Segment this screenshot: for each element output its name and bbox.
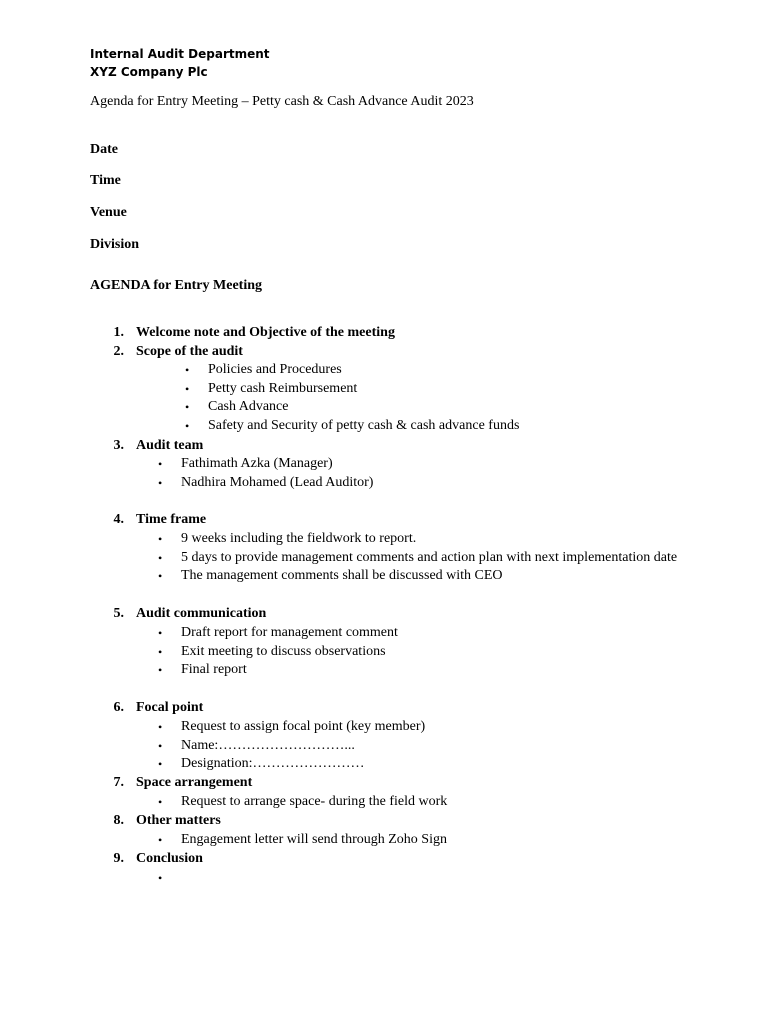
agenda-subitem: Policies and Procedures	[208, 362, 342, 377]
agenda-item-number: 3.	[113, 438, 124, 453]
agenda-subitem: Final report	[181, 662, 247, 678]
agenda-item-number: 8.	[113, 813, 124, 828]
bullet-icon: •	[185, 363, 190, 377]
agenda-item-title: Audit communication	[136, 606, 267, 621]
bullet-icon: •	[158, 644, 163, 659]
agenda-item-number: 6.	[113, 700, 124, 715]
field-time-label: Time	[90, 173, 121, 188]
agenda-item-number: 5.	[113, 606, 124, 621]
company-name: XYZ Company Plc	[90, 65, 208, 79]
bullet-icon: •	[158, 550, 163, 565]
agenda-heading: AGENDA for Entry Meeting	[90, 278, 262, 293]
bullet-icon: •	[158, 569, 163, 584]
document-title: Agenda for Entry Meeting – Petty cash & Cash Advance Audit 2023	[90, 94, 474, 109]
field-venue-label: Venue	[90, 205, 127, 220]
agenda-subitem: Nadhira Mohamed (Lead Auditor)	[181, 474, 374, 490]
bullet-icon: •	[158, 738, 163, 753]
agenda-item-number: 2.	[113, 344, 124, 359]
agenda-subitem: Fathimath Azka (Manager)	[181, 456, 333, 471]
agenda-subitem: Draft report for management comment	[181, 625, 398, 640]
bullet-icon: •	[158, 475, 163, 490]
agenda-item-title: Other matters	[136, 813, 221, 828]
agenda-subitem: Cash Advance	[208, 399, 289, 415]
agenda-item-number: 7.	[113, 775, 124, 790]
agenda-subitem: Name:………………………...	[181, 737, 355, 753]
bullet-icon: •	[185, 381, 190, 396]
bullet-icon: •	[158, 626, 163, 640]
agenda-item-title: Conclusion	[136, 851, 203, 866]
agenda-subitem: Request to assign focal point (key member)	[181, 719, 426, 734]
agenda-item-number: 4.	[113, 512, 124, 527]
agenda-subitem: Safety and Security of petty cash & cash advance funds	[208, 418, 520, 434]
agenda-item-number: 9.	[113, 851, 124, 866]
agenda-item-title: Focal point	[136, 700, 204, 715]
bullet-icon: •	[158, 663, 163, 678]
bullet-icon: •	[158, 532, 163, 546]
agenda-subitem: 9 weeks including the fieldwork to report.	[181, 531, 417, 546]
field-division-label: Division	[90, 237, 140, 252]
bullet-icon: •	[158, 757, 163, 772]
bullet-icon: •	[158, 871, 163, 885]
agenda-item-title: Welcome note and Objective of the meeting	[136, 325, 395, 340]
bullet-icon: •	[158, 795, 163, 809]
bullet-icon: •	[158, 457, 163, 471]
agenda-item-number: 1.	[113, 325, 124, 340]
agenda-subitem: Designation:……………………	[181, 756, 365, 772]
department-name: Internal Audit Department	[90, 47, 270, 61]
agenda-item-title: Time frame	[136, 512, 207, 527]
bullet-icon: •	[158, 720, 163, 734]
agenda-subitem: 5 days to provide management comments and action plan with next implementation date	[181, 549, 678, 565]
agenda-item-title: Audit team	[136, 438, 204, 453]
agenda-subitem: Request to arrange space- during the field work	[181, 794, 448, 809]
agenda-subitem: Engagement letter will send through Zoho Sign	[181, 832, 447, 847]
field-date-label: Date	[90, 142, 118, 157]
agenda-subitem: Petty cash Reimbursement	[208, 380, 358, 396]
agenda-subitem: The management comments shall be discussed with CEO	[181, 568, 503, 584]
bullet-icon: •	[185, 400, 190, 415]
agenda-item-title: Space arrangement	[136, 775, 253, 790]
agenda-subitem: Exit meeting to discuss observations	[181, 643, 386, 659]
agenda-item-title: Scope of the audit	[136, 344, 243, 359]
bullet-icon: •	[158, 833, 163, 847]
bullet-icon: •	[185, 419, 190, 434]
